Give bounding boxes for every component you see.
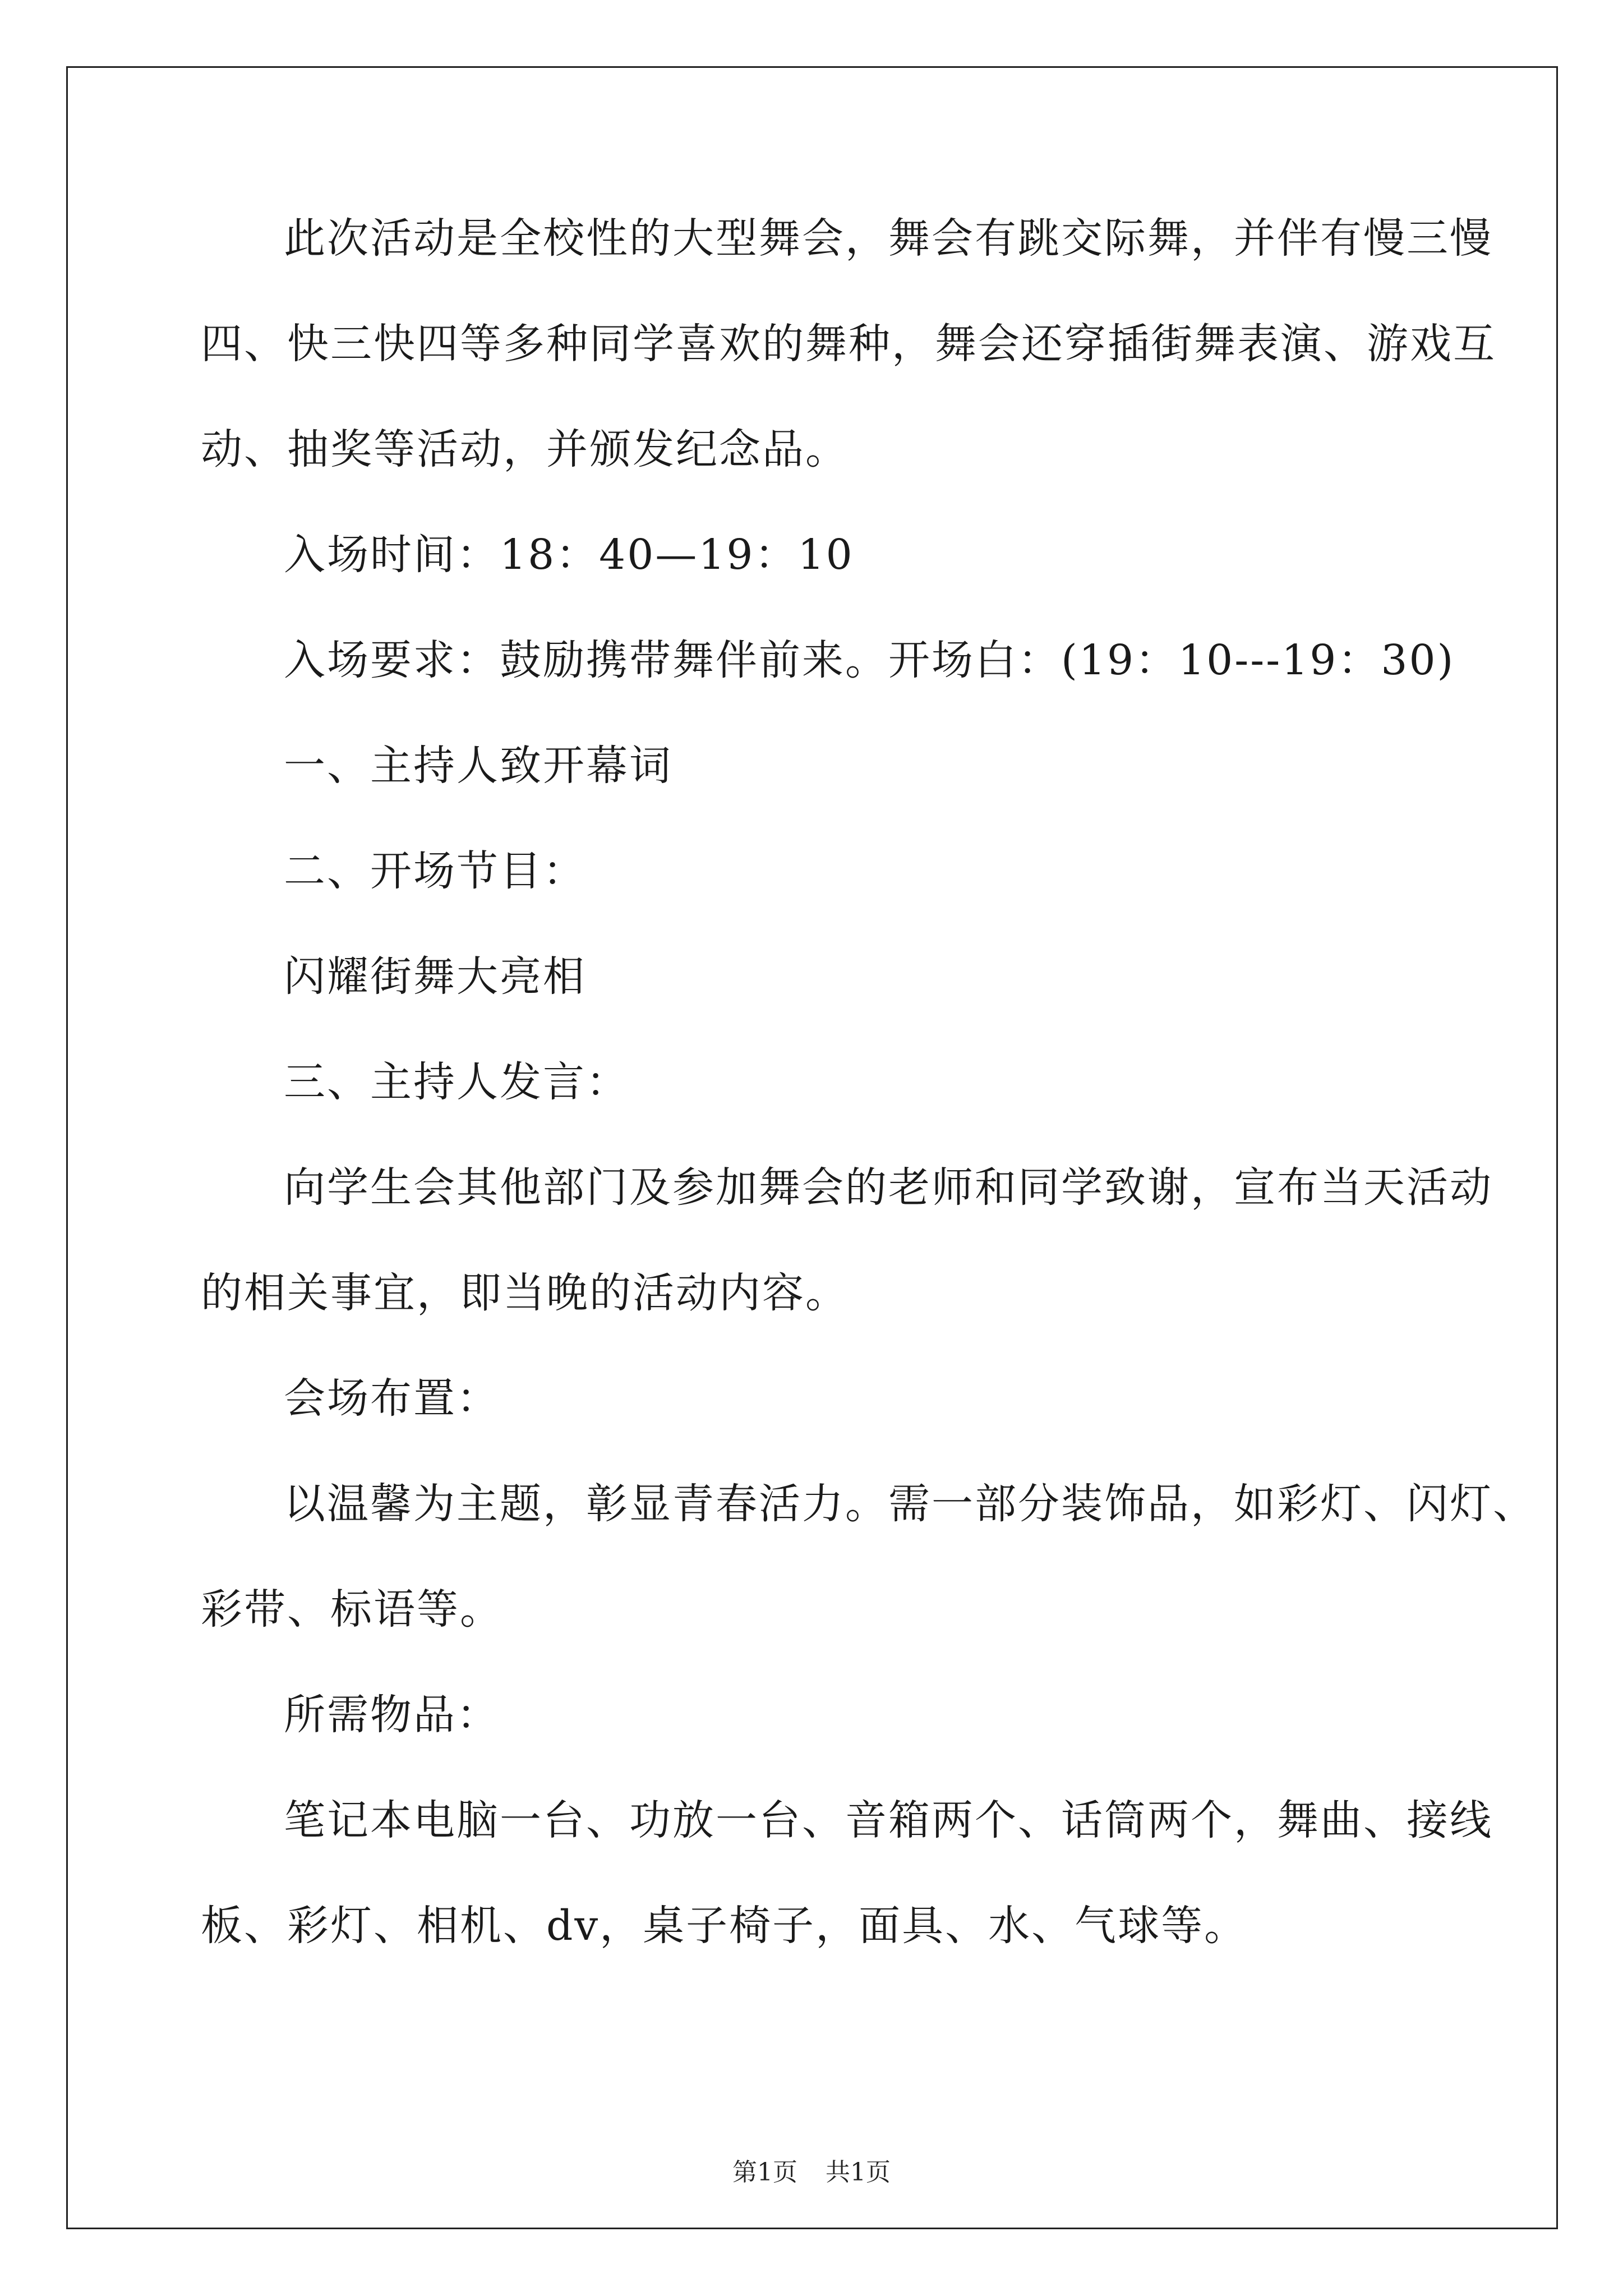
- page-number: 第1页: [732, 2158, 797, 2187]
- paragraph-line: 彩带、标语等。: [201, 1585, 503, 1634]
- entry-time-line: 入场时间：18：40—19：10: [284, 531, 854, 579]
- section-heading: 一、主持人致开幕词: [284, 742, 672, 790]
- entry-requirement-line: 入场要求：鼓励携带舞伴前来。开场白：(19：10---19：30): [284, 636, 1455, 684]
- section-heading: 二、开场节目：: [284, 847, 586, 895]
- paragraph-line: 向学生会其他部门及参加舞会的老师和同学致谢，宣布当天活动: [284, 1163, 1493, 1212]
- paragraph-line: 闪耀街舞大亮相: [284, 953, 586, 1001]
- section-heading: 所需物品：: [284, 1691, 500, 1739]
- paragraph-line: 动、抽奖等活动，并颁发纪念品。: [201, 425, 849, 473]
- paragraph-line: 以温馨为主题，彰显青春活力。需一部分装饰品，如彩灯、闪灯、: [284, 1480, 1536, 1528]
- section-heading: 三、主持人发言：: [284, 1058, 629, 1106]
- page-total: 共1页: [826, 2158, 891, 2187]
- paragraph-line: 四、快三快四等多种同学喜欢的舞种，舞会还穿插街舞表演、游戏互: [201, 320, 1496, 368]
- section-heading: 会场布置：: [284, 1374, 500, 1423]
- paragraph-line: 笔记本电脑一台、功放一台、音箱两个、话筒两个，舞曲、接线: [284, 1796, 1493, 1844]
- paragraph-line: 的相关事宜，即当晚的活动内容。: [201, 1269, 849, 1317]
- page-footer: [0, 2157, 1623, 2188]
- paragraph-line: 板、彩灯、相机、dv，桌子椅子，面具、水、气球等。: [201, 1902, 1248, 1950]
- paragraph-line: 此次活动是全校性的大型舞会，舞会有跳交际舞，并伴有慢三慢: [284, 214, 1493, 263]
